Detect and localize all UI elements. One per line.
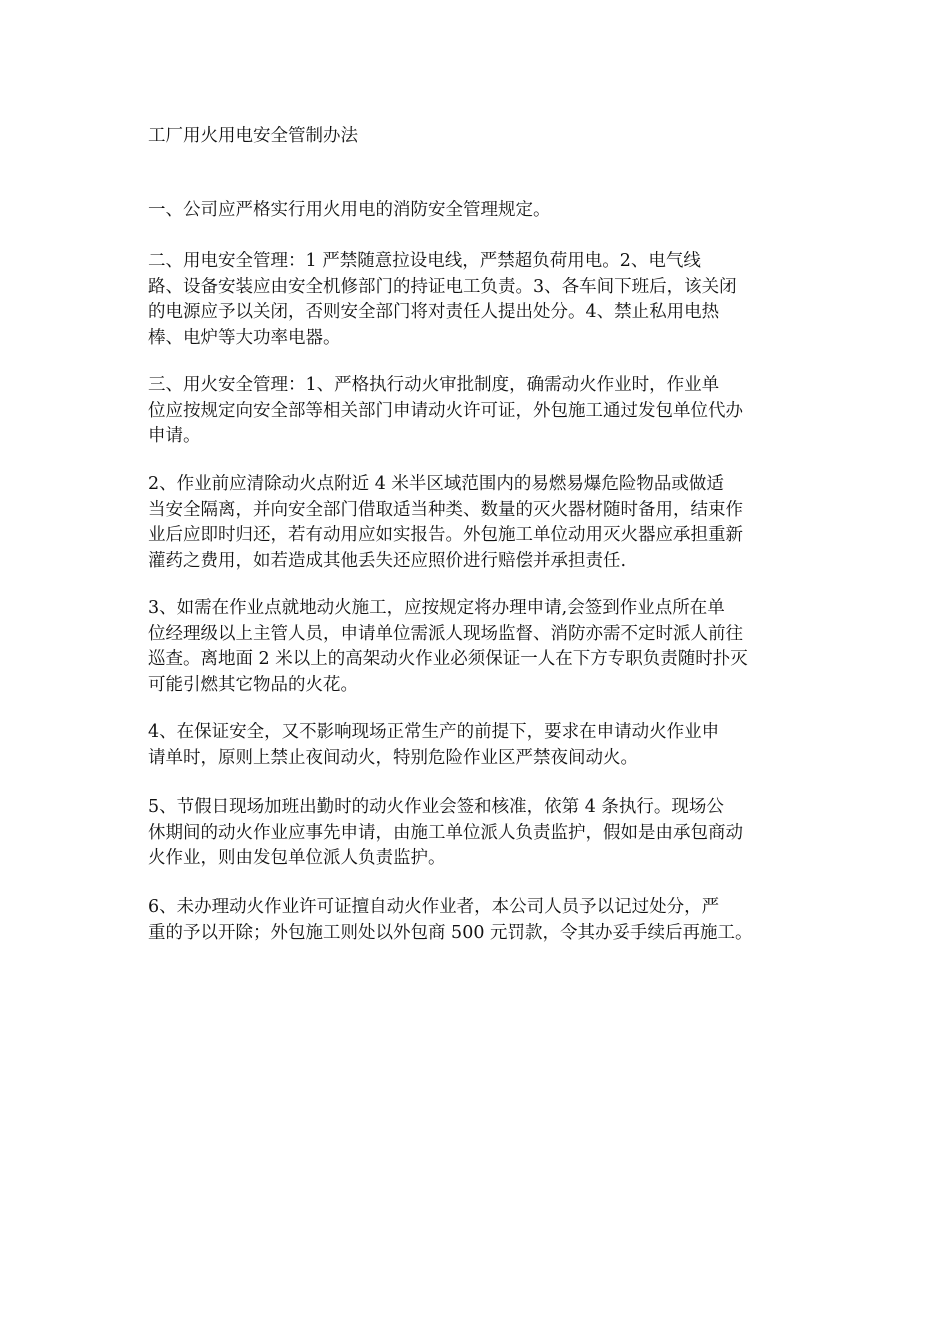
paragraph-line: 三、用火安全管理：1、严格执行动火审批制度，确需动火作业时，作业单 bbox=[148, 375, 720, 395]
paragraph-7 bbox=[148, 795, 800, 872]
paragraph-line: 的电源应予以关闭，否则安全部门将对责任人提出处分。4、禁止私用电热 bbox=[148, 302, 720, 322]
paragraph-line: 2、作业前应清除动火点附近 4 米半区域范围内的易燃易爆危险物品或做适 bbox=[148, 474, 724, 494]
paragraph-line: 4、在保证安全，又不影响现场正常生产的前提下，要求在申请动火作业申 bbox=[148, 722, 720, 742]
paragraph-line: 灌药之费用，如若造成其他丢失还应照价进行赔偿并承担责任. bbox=[148, 550, 627, 571]
paragraph-line: 位应按规定向安全部等相关部门申请动火许可证，外包施工通过发包单位代办 bbox=[148, 400, 743, 421]
paragraph-2 bbox=[148, 249, 800, 351]
paragraph-line: 巡查。离地面 2 米以上的高架动火作业必须保证一人在下方专职负责随时扑灭 bbox=[148, 649, 748, 669]
paragraph-line: 棒、电炉等大功率电器。 bbox=[148, 327, 341, 348]
document-title: 工厂用火用电安全管制办法 bbox=[148, 126, 358, 146]
paragraph-line: 一、公司应严格实行用火用电的消防安全管理规定。 bbox=[148, 200, 551, 220]
paragraph-6 bbox=[148, 720, 800, 771]
paragraph-line: 申请。 bbox=[148, 426, 201, 446]
paragraph-line: 休期间的动火作业应事先申请，由施工单位派人负责监护，假如是由承包商动 bbox=[148, 822, 743, 843]
paragraph-line: 3、如需在作业点就地动火施工，应按规定将办理申请,会签到作业点所在单 bbox=[148, 598, 725, 618]
paragraph-line: 重的予以开除；外包施工则处以外包商 500 元罚款，令其办妥手续后再施工。 bbox=[148, 922, 753, 943]
paragraph-line: 位经理级以上主管人员，申请单位需派人现场监督、消防亦需不定时派人前往 bbox=[148, 623, 743, 644]
paragraph-line: 当安全隔离，并向安全部门借取适当种类、数量的灭火器材随时备用，结束作 bbox=[148, 499, 743, 520]
paragraph-line: 5、节假日现场加班出勤时的动火作业会签和核准，依第 4 条执行。现场公 bbox=[148, 797, 724, 817]
paragraph-line: 业后应即时归还，若有动用应如实报告。外包施工单位动用灭火器应承担重新 bbox=[148, 525, 743, 545]
paragraph-3 bbox=[148, 373, 800, 450]
paragraph-line: 火作业，则由发包单位派人负责监护。 bbox=[148, 848, 446, 868]
paragraph-line: 可能引燃其它物品的火花。 bbox=[148, 674, 358, 695]
paragraph-line: 6、未办理动火作业许可证擅自动火作业者，本公司人员予以记过处分，严 bbox=[148, 897, 720, 917]
paragraph-line: 请单时，原则上禁止夜间动火，特别危险作业区严禁夜间动火。 bbox=[148, 747, 638, 768]
paragraph-5 bbox=[148, 596, 800, 698]
paragraph-line: 路、设备安装应由安全机修部门的持证电工负责。3、各车间下班后，该关闭 bbox=[148, 276, 737, 297]
paragraph-8 bbox=[148, 895, 800, 946]
paragraph-1 bbox=[148, 198, 800, 224]
paragraph-4 bbox=[148, 472, 800, 574]
paragraph-line: 二、用电安全管理：1 严禁随意拉设电线，严禁超负荷用电。2、电气线 bbox=[148, 251, 701, 271]
